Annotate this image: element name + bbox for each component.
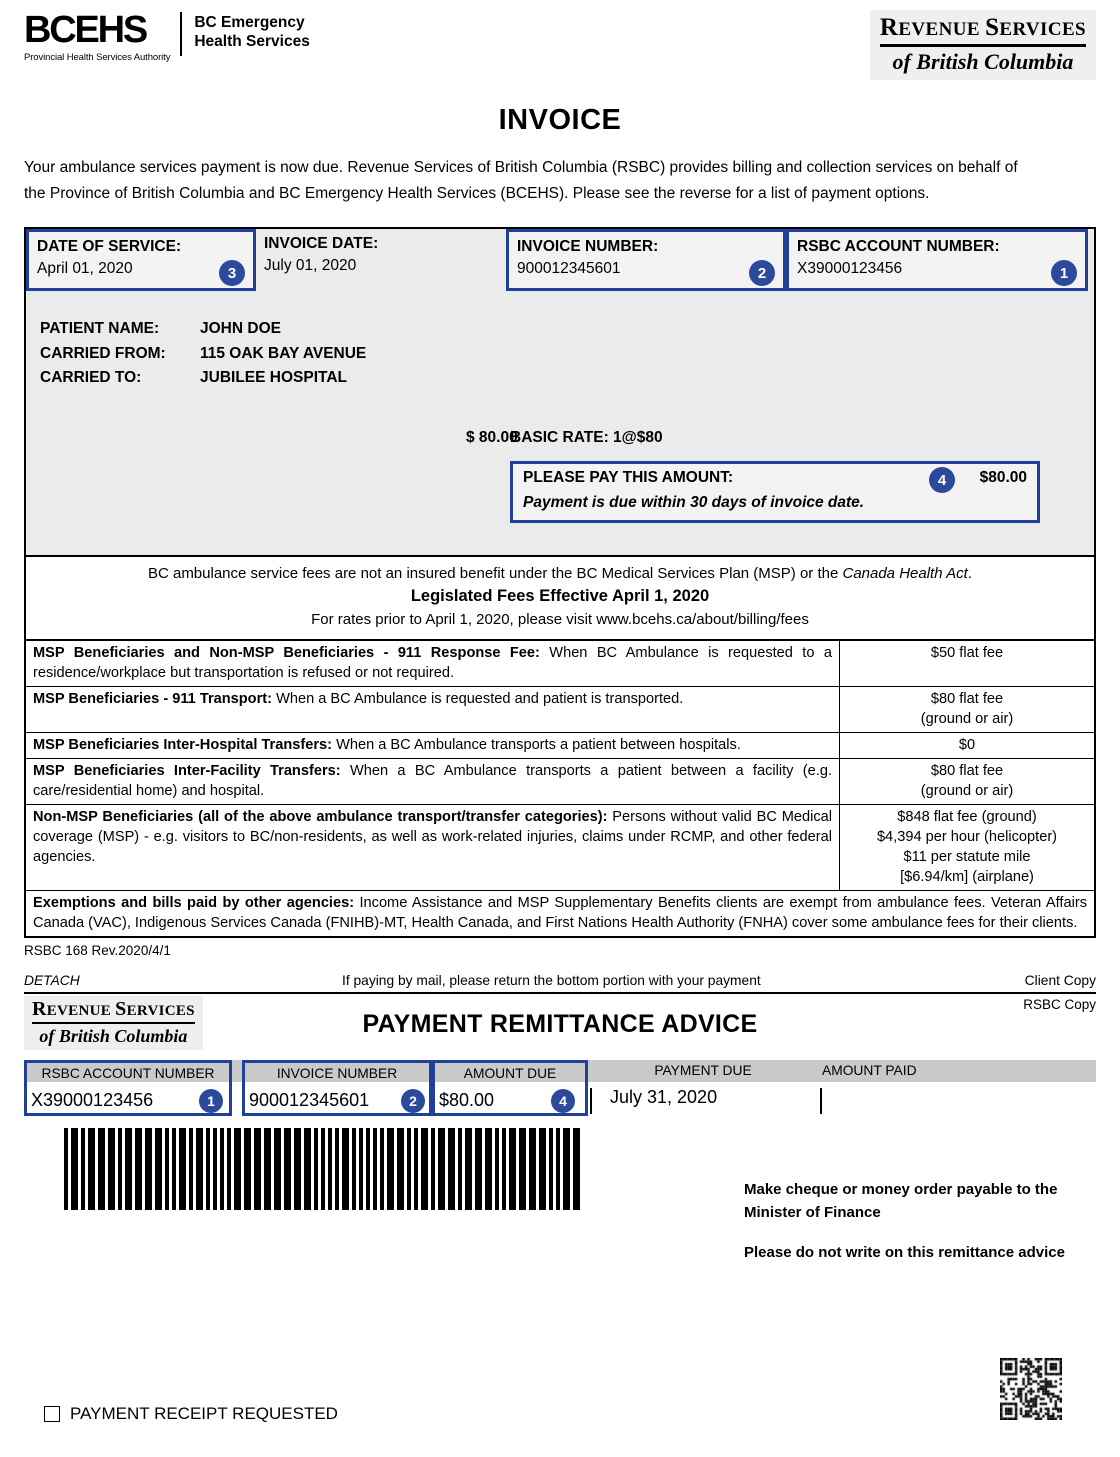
table-row — [26, 733, 1094, 759]
fee-title: MSP Beneficiaries Inter-Hospital Transfers: — [33, 737, 333, 753]
invoice-summary-panel — [24, 227, 1096, 557]
rsbc-logo-evenue: EVENUE — [898, 19, 986, 40]
carried-to-value: JUBILEE HOSPITAL — [200, 369, 347, 386]
barcode-bar — [373, 1128, 377, 1210]
remit-payment-due-label: PAYMENT DUE — [654, 1063, 752, 1078]
barcode-bar — [88, 1128, 95, 1210]
fee-note-line1 — [36, 563, 1084, 584]
remit-amount-due-label: AMOUNT DUE — [463, 1066, 557, 1081]
fee-description — [26, 641, 840, 686]
remit-account-value: X39000123456 — [31, 1090, 154, 1110]
canada-health-act: Canada Health Act — [842, 565, 968, 582]
fee-title: MSP Beneficiaries - 911 Transport: — [33, 691, 273, 707]
barcode-bar — [118, 1128, 122, 1210]
date-of-service-field — [26, 229, 256, 291]
barcode-bar — [539, 1128, 546, 1210]
invoice-number-label: INVOICE NUMBER: — [517, 238, 659, 255]
barcode-bar — [407, 1128, 411, 1210]
barcode-bar — [71, 1128, 78, 1210]
carried-from-label: CARRIED FROM: — [40, 344, 166, 362]
barcode-bar — [179, 1128, 186, 1210]
intro-paragraph: Your ambulance services payment is now due. Revenue Services of British Columbia (RSBC) provides billing and collection services on behalf of the Province of British Columbia and BC Emergency Health Services (BCEHS). Please see the reverse for a list of payment options. — [24, 159, 1018, 202]
barcode-bar — [125, 1128, 132, 1210]
remit-invoice-field — [242, 1060, 432, 1116]
barcode-bar — [328, 1128, 332, 1210]
remit-payment-due-value: July 31, 2020 — [610, 1087, 718, 1107]
remittance-title: PAYMENT REMITTANCE ADVICE — [362, 1010, 758, 1038]
remittance-header — [24, 996, 1096, 1052]
invoice-date-value: July 01, 2020 — [264, 257, 357, 274]
carried-to-label: CARRIED TO: — [40, 369, 142, 386]
barcode-bar — [465, 1128, 472, 1210]
mail-note: If paying by mail, please return the bottom portion with your payment — [342, 973, 761, 988]
rsbc-logo-line2: of British Columbia — [892, 49, 1074, 74]
patient-name-row — [40, 317, 1094, 342]
badge-4: 4 — [929, 467, 955, 493]
badge-4: 4 — [551, 1089, 575, 1113]
barcode-bar — [519, 1128, 526, 1210]
please-pay-label: PLEASE PAY THIS AMOUNT: — [523, 469, 734, 486]
page-title: INVOICE — [498, 104, 622, 136]
invoice-number-value: 900012345601 — [517, 260, 621, 277]
table-row — [26, 805, 1094, 891]
payment-due-tick — [590, 1088, 592, 1114]
barcode-bar — [227, 1128, 231, 1210]
remit-account-field — [24, 1060, 232, 1116]
date-of-service-value: April 01, 2020 — [37, 260, 133, 277]
basic-rate-amount: $ 80.00 — [466, 428, 518, 446]
table-row — [26, 641, 1094, 687]
patient-details — [26, 317, 1094, 391]
payment-due-note: Payment is due within 30 days of invoice date. — [523, 494, 865, 511]
barcode-bar — [321, 1128, 325, 1210]
barcode-bar — [108, 1128, 115, 1210]
barcode-bar — [556, 1128, 560, 1210]
bcehs-name — [194, 10, 309, 51]
fee-title: Non-MSP Beneficiaries (all of the above ambulance transport/transfer categories): — [33, 809, 608, 825]
exemptions-description — [26, 891, 1094, 936]
rsbc-logo-r: R — [879, 14, 899, 41]
logo-divider — [180, 12, 182, 56]
fee-note-line1-a: BC ambulance service fees are not an insured benefit under the BC Medical Services Plan (MSP) or the — [147, 565, 843, 582]
remit-invoice-value: 900012345601 — [249, 1090, 370, 1110]
barcode-bar — [196, 1128, 203, 1210]
receipt-label: PAYMENT RECEIPT REQUESTED — [70, 1404, 338, 1423]
barcode-bar — [563, 1128, 570, 1210]
basic-rate-label: BASIC RATE: 1@$80 — [510, 428, 663, 446]
barcode-bar — [206, 1128, 210, 1210]
fee-body: When a BC Ambulance is requested and patient is transported. — [272, 691, 684, 707]
barcode-bar — [431, 1128, 435, 1210]
barcode-bar — [380, 1128, 384, 1210]
patient-name-label: PATIENT NAME: — [40, 320, 160, 337]
carried-from-value: 115 OAK BAY AVENUE — [200, 344, 367, 362]
invoice-date-label: INVOICE DATE: — [264, 235, 379, 252]
rsbc-logo-line1 — [880, 14, 1086, 47]
remittance-table — [24, 1060, 1096, 1116]
payment-receipt-requested-row[interactable] — [44, 1404, 338, 1424]
remit-account-label: RSBC ACCOUNT NUMBER — [41, 1066, 215, 1081]
barcode-bar — [81, 1128, 85, 1210]
barcode-bar — [387, 1128, 394, 1210]
barcode-bar — [359, 1128, 363, 1210]
barcode-bar — [335, 1128, 339, 1210]
fee-body: When BC Ambulance is requested to a residence/workplace but transportation is refused or not required. — [33, 645, 832, 681]
barcode-bar — [264, 1128, 271, 1210]
form-revision: RSBC 168 Rev.2020/4/1 — [24, 943, 171, 958]
account-number-field — [786, 229, 1088, 291]
badge-2: 2 — [749, 260, 775, 286]
barcode-bar — [397, 1128, 404, 1210]
carried-to-row — [40, 366, 1094, 391]
barcode-bar — [421, 1128, 428, 1210]
fee-amount: $0 — [958, 737, 976, 753]
barcode-bar — [189, 1128, 193, 1210]
barcode-bar — [352, 1128, 356, 1210]
barcode-bar — [145, 1128, 152, 1210]
rsbc-logo2-evenue: EVENUE — [46, 1003, 116, 1019]
barcode-bar — [172, 1128, 176, 1210]
fee-title: MSP Beneficiaries and Non-MSP Beneficiaries - 911 Response Fee: — [33, 645, 540, 661]
detach-row — [24, 968, 1096, 988]
remit-invoice-label: INVOICE NUMBER — [276, 1066, 398, 1081]
table-row — [26, 687, 1094, 733]
barcode-bar — [573, 1128, 580, 1210]
fee-note-line3: For rates prior to April 1, 2020, please visit www.bcehs.ca/about/billing/fees — [311, 611, 809, 628]
barcode-bar — [165, 1128, 169, 1210]
badge-3: 3 — [219, 260, 245, 286]
fee-schedule-table — [24, 557, 1096, 938]
remit-amount-paid-label: AMOUNT PAID — [822, 1063, 917, 1078]
remit-amount-due-field — [432, 1060, 588, 1116]
payable-to-line2: Minister of Finance — [744, 1204, 881, 1221]
barcode-bar — [366, 1128, 370, 1210]
fee-body: When a BC Ambulance transports a patient between a facility (e.g. care/residential home) and hospital. — [33, 763, 833, 799]
table-row — [26, 759, 1094, 805]
page-header — [24, 0, 1096, 82]
barcode-bar — [155, 1128, 162, 1210]
fee-title: MSP Beneficiaries Inter-Facility Transfers: — [33, 763, 341, 779]
fee-body: When a BC Ambulance transports a patient between hospitals. — [332, 737, 741, 753]
barcode-bar — [244, 1128, 251, 1210]
remit-amount-paid-field[interactable] — [818, 1060, 1088, 1116]
rsbc-logo-s: S — [985, 14, 1000, 41]
bcehs-wordmark — [24, 10, 170, 63]
invoice-header-row — [26, 229, 1094, 291]
bcehs-logo — [24, 10, 310, 63]
fee-amount: $848 flat fee (ground) $4,394 per hour (helicopter) $11 per statute mile [$6.94/km] (airplane) — [876, 809, 1058, 885]
patient-name-value: JOHN DOE — [200, 320, 281, 337]
barcode-bar — [509, 1128, 516, 1210]
remit-gap-1 — [232, 1060, 242, 1116]
barcode-bar — [529, 1128, 536, 1210]
invoice-number-field — [506, 229, 786, 291]
barcode-bar — [135, 1128, 142, 1210]
fee-description — [26, 759, 840, 804]
account-number-value: X39000123456 — [797, 260, 903, 277]
fee-amount: $50 flat fee — [930, 645, 1004, 661]
barcode-bar — [274, 1128, 281, 1210]
barcode-bar — [304, 1128, 311, 1210]
receipt-checkbox[interactable] — [44, 1406, 60, 1422]
remit-amount-due-value: $80.00 — [439, 1090, 495, 1110]
remittance-cells — [24, 1060, 1088, 1116]
payable-to-line1: Make cheque or money order payable to the — [744, 1181, 1058, 1198]
fee-amount: $80 flat fee (ground or air) — [920, 691, 1014, 727]
qr-code — [1000, 1358, 1062, 1420]
rsbc-logo2-s: S — [115, 998, 127, 1020]
bcehs-name-line1: BC Emergency — [194, 14, 305, 31]
barcode-bar — [64, 1128, 68, 1210]
barcode-bar — [213, 1128, 217, 1210]
barcode-bar — [485, 1128, 492, 1210]
fee-description — [26, 805, 840, 890]
rsbc-logo — [870, 10, 1096, 80]
rsbc-logo2-ervices: ERVICES — [126, 1003, 195, 1019]
date-of-service-label: DATE OF SERVICE: — [37, 238, 182, 255]
fee-description — [26, 733, 840, 758]
barcode-bar — [234, 1128, 241, 1210]
fee-table-header — [26, 557, 1094, 641]
client-copy-label: Client Copy — [1024, 973, 1096, 988]
basic-rate-row — [26, 429, 1094, 447]
do-not-write-note: Please do not write on this remittance advice — [744, 1244, 1065, 1261]
barcode-bar — [414, 1128, 418, 1210]
invoice-date-field — [256, 229, 506, 291]
barcode-bar — [284, 1128, 291, 1210]
barcode-bar — [220, 1128, 224, 1210]
exemptions-body: Income Assistance and MSP Supplementary Benefits clients are exempt from ambulance fees. Veteran Affairs Canada (VAC), Indigenous Services Canada (FNIHB)-MT, Health Canada, and First Nations Health Authority (FNHA) cover some ambulance fees for their clients. — [33, 895, 1087, 931]
exemptions-row — [26, 891, 1094, 936]
carried-from-row — [40, 342, 1094, 367]
payable-to-note — [744, 1178, 1104, 1224]
barcode-bar — [438, 1128, 445, 1210]
barcode-bar — [98, 1128, 105, 1210]
fee-amount: $80 flat fee (ground or air) — [920, 763, 1014, 799]
bcehs-acronym: BCEHS — [24, 9, 147, 51]
badge-2: 2 — [401, 1089, 425, 1113]
bcehs-name-line2: Health Services — [194, 33, 310, 50]
rsbc-logo2-line2: of British Columbia — [39, 1026, 188, 1046]
barcode-bar — [254, 1128, 261, 1210]
barcode-bar — [495, 1128, 499, 1210]
badge-1: 1 — [1051, 260, 1077, 286]
badge-1: 1 — [199, 1089, 223, 1113]
please-pay-box — [510, 461, 1040, 523]
barcode-bar — [502, 1128, 506, 1210]
rsbc-logo2-r: R — [32, 998, 47, 1020]
rsbc-logo-ervices: ERVICES — [999, 19, 1086, 40]
rsbc-copy-label: RSBC Copy — [1023, 997, 1096, 1012]
barcode-bar — [458, 1128, 462, 1210]
exemptions-title: Exemptions and bills paid by other agencies: — [33, 895, 355, 911]
barcode-bar — [342, 1128, 349, 1210]
fee-note-line1-b: . — [967, 565, 973, 582]
account-number-label: RSBC ACCOUNT NUMBER: — [797, 238, 1000, 255]
bcehs-authority-line: Provincial Health Services Authority — [24, 52, 171, 63]
barcode-bar — [294, 1128, 301, 1210]
detach-label: DETACH — [24, 973, 80, 988]
barcode-bar — [549, 1128, 553, 1210]
barcode-bar — [314, 1128, 318, 1210]
remit-payment-due-field — [588, 1060, 818, 1116]
barcode-bar — [475, 1128, 482, 1210]
amount-paid-tick — [820, 1088, 822, 1114]
fee-note-line2: Legislated Fees Effective April 1, 2020 — [410, 587, 710, 605]
please-pay-row — [523, 469, 1027, 491]
fee-body: Persons without valid BC Medical coverage (MSP) - e.g. visitors to BC/non-residents, as well as work-related injuries, claims under RCMP, and other federal agencies. — [33, 809, 832, 865]
please-pay-amount: $80.00 — [979, 469, 1027, 486]
barcode-bar — [448, 1128, 455, 1210]
fee-description — [26, 687, 840, 732]
cut-line — [24, 992, 1096, 994]
